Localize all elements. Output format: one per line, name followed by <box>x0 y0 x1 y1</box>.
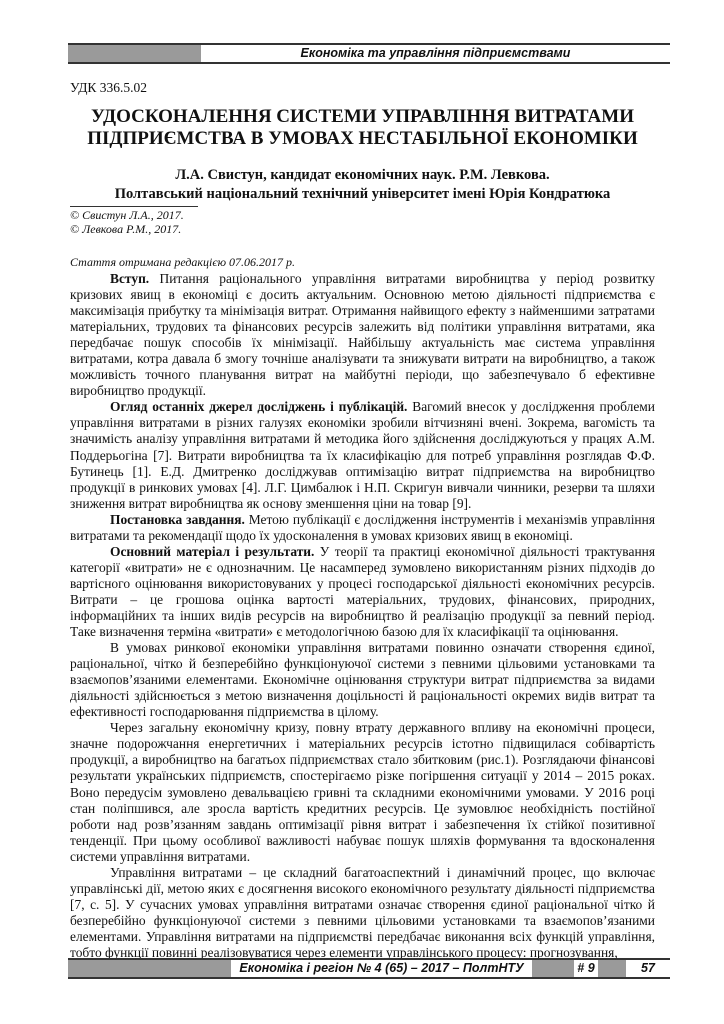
copyright-line: © Левкова Р.М., 2017. <box>70 222 182 236</box>
paragraph: Управління витратами – це складний багатоаспектний і динамічний процес, що включає управлінські дії, метою яких є досягнення високого економічного результату діяльності підприємства [7, с. 5]. У сучасних умовах управління витратами означає створення єдиної раціональної чітко й безперебійно функціонуючої системи з певними цільовими установками та взаємопов’язаними елементами. Управління витратами на підприємстві передбачає виконання всіх функцій управління, тобто функції повинні реалізовуватися через елементи управлінського процесу: прогнозування, <box>70 864 655 960</box>
paragraph-heading: Огляд останніх джерел досліджень і публікацій. <box>110 399 408 415</box>
paragraph-heading: Основний матеріал і результати. <box>110 543 315 559</box>
title-line: УДОСКОНАЛЕННЯ СИСТЕМИ УПРАВЛІННЯ ВИТРАТАМИ <box>91 106 634 127</box>
paragraph: В умовах ринкової економіки управління витратами повинно означати створення єдиної, раціональної, чітко й безперебійно функціонуючої системи з певними цільовими установками та взаємопов’язаними елементами. Економічне оцінювання структури витрат підприємства за видами діяльності здійснюється з метою визначення доцільності й раціональності окремих видів витрат та ефективності господарювання підприємства в цілому. <box>70 640 655 720</box>
paragraph-text: Метою публікації є дослідження інструментів і механізмів управління витратами та рекомендації щодо їх удосконалення в умовах кризових явищ в економіці. <box>70 511 655 543</box>
title-line: ПІДПРИЄМСТВА В УМОВАХ НЕСТАБІЛЬНОЇ ЕКОНОМІКИ <box>87 128 638 149</box>
paragraph-introduction <box>70 271 655 399</box>
paragraph-text: Вагомий внесок у дослідження проблеми управління витратами в різних галузях економіки зробили вітчизняні вчені. Зокрема, вагомість та значимість аналізу управління витратами й методика його здійснення досліджуються у працях А.М. Поддерьогіна [7]. Витрати виробництва та їх класифікацію для потреб управління розглядав Ф.Ф. Бутинець [1]. Е.Д. Дмитренко досліджував оптимізацію витрат підприємства на виробництво продукції в ринкових умовах [4]. Л.Г. Цимбалюк і Н.П. Скригун вивчали чинники, резерви та шляхи зниження витрат виробництва як основу зменшення ціни на товар [9]. <box>70 399 655 511</box>
received-date: Стаття отримана редакцією 07.06.2017 р. <box>70 255 296 269</box>
paragraph: Через загальну економічну кризу, повну втрату державного впливу на економічні процеси, значне подорожчання енергетичних і матеріальних ресурсів істотно підвищилася собівартість продукції, а виробництво на багатьох підприємствах стало збитковим (рис.1). Розглядаючи фінансові результати українських підприємств, спостерігаємо різке погіршення ситуації у 2014 – 2015 роках. Воно передусім зумовлено девальвацією гривні та складними економічними умовами. У 2016 році стан поліпшився, але зросла вартість кредитних ресурсів. Це зумовлює необхідність постійної роботи над розв’язанням завдань оптимізації рівня витрат і забезпечення їх стійкої позитивної тенденції. При цьому особливої важливості набуває пошук шляхів формування та вдосконалення системи управління витратами. <box>70 720 655 864</box>
copyright-line: © Свистун Л.А., 2017. <box>70 208 184 222</box>
running-header <box>68 43 670 64</box>
udk-code: УДК 336.5.02 <box>70 80 148 95</box>
footnote-divider <box>70 206 198 207</box>
article-title <box>70 106 655 150</box>
affiliation: Полтавський національний технічний університет імені Юрія Кондратюка <box>114 186 611 202</box>
paragraph-main-material <box>70 544 655 640</box>
footer-gray-block <box>68 960 231 977</box>
journal-info: Економіка і регіон № 4 (65) – 2017 – ПолтНТУ <box>239 961 524 975</box>
page-number: 57 <box>641 961 655 975</box>
footer-gray-block <box>532 960 574 977</box>
running-footer <box>68 958 670 979</box>
paragraph-heading: Постановка завдання. <box>110 511 245 527</box>
copyright-notes <box>70 208 184 236</box>
footer-gray-block <box>598 960 626 977</box>
article-body <box>70 271 655 961</box>
paragraph-text: У теорії та практиці економічної діяльності трактування категорії «витрати» не є однозначним. Це насамперед зумовлено використанням різних підходів до вартісного оцінювання використовуваних у процесі господарської діяльності економічних ресурсів. Витрати – це грошова оцінка вартості матеріальних, трудових, фінансових, природних, інформаційних та інших видів ресурсів на виробництво й реалізацію продукції за певний період. Таке визначення терміна «витрати» є методологічною базою для їх класифікації та оцінювання. <box>70 543 656 640</box>
paragraph-literature-review <box>70 399 655 511</box>
authors-block <box>70 166 655 204</box>
paragraph-problem-statement <box>70 512 655 544</box>
section-title: Економіка та управління підприємствами <box>300 46 571 60</box>
paragraph-heading: Вступ. <box>110 271 150 286</box>
issue-number: # 9 <box>577 961 595 975</box>
authors: Л.А. Свистун, кандидат економічних наук. Р.М. Левкова. <box>175 167 550 183</box>
header-gray-block <box>68 45 201 62</box>
paragraph-text: Питання раціонального управління витратами виробництва у період розвитку кризових явищ в економіці є досить актуальним. Основною метою діяльності підприємства є максимізація прибутку та мінімізація витрат. Отримання найвищого ефекту з найменшими затратами матеріальних, трудових та фінансових ресурсів залежить від політики управління витратами, яка передбачає пошук способів їх мінімізації. Найбільшу актуальність має система управління витратами, котра давала б змогу точніше аналізувати та знижувати витрати на виробництво, а також можливість точного планування витрат на майбутні періоди, що забезпечувало б ефективне виробництво продукції. <box>70 271 655 399</box>
